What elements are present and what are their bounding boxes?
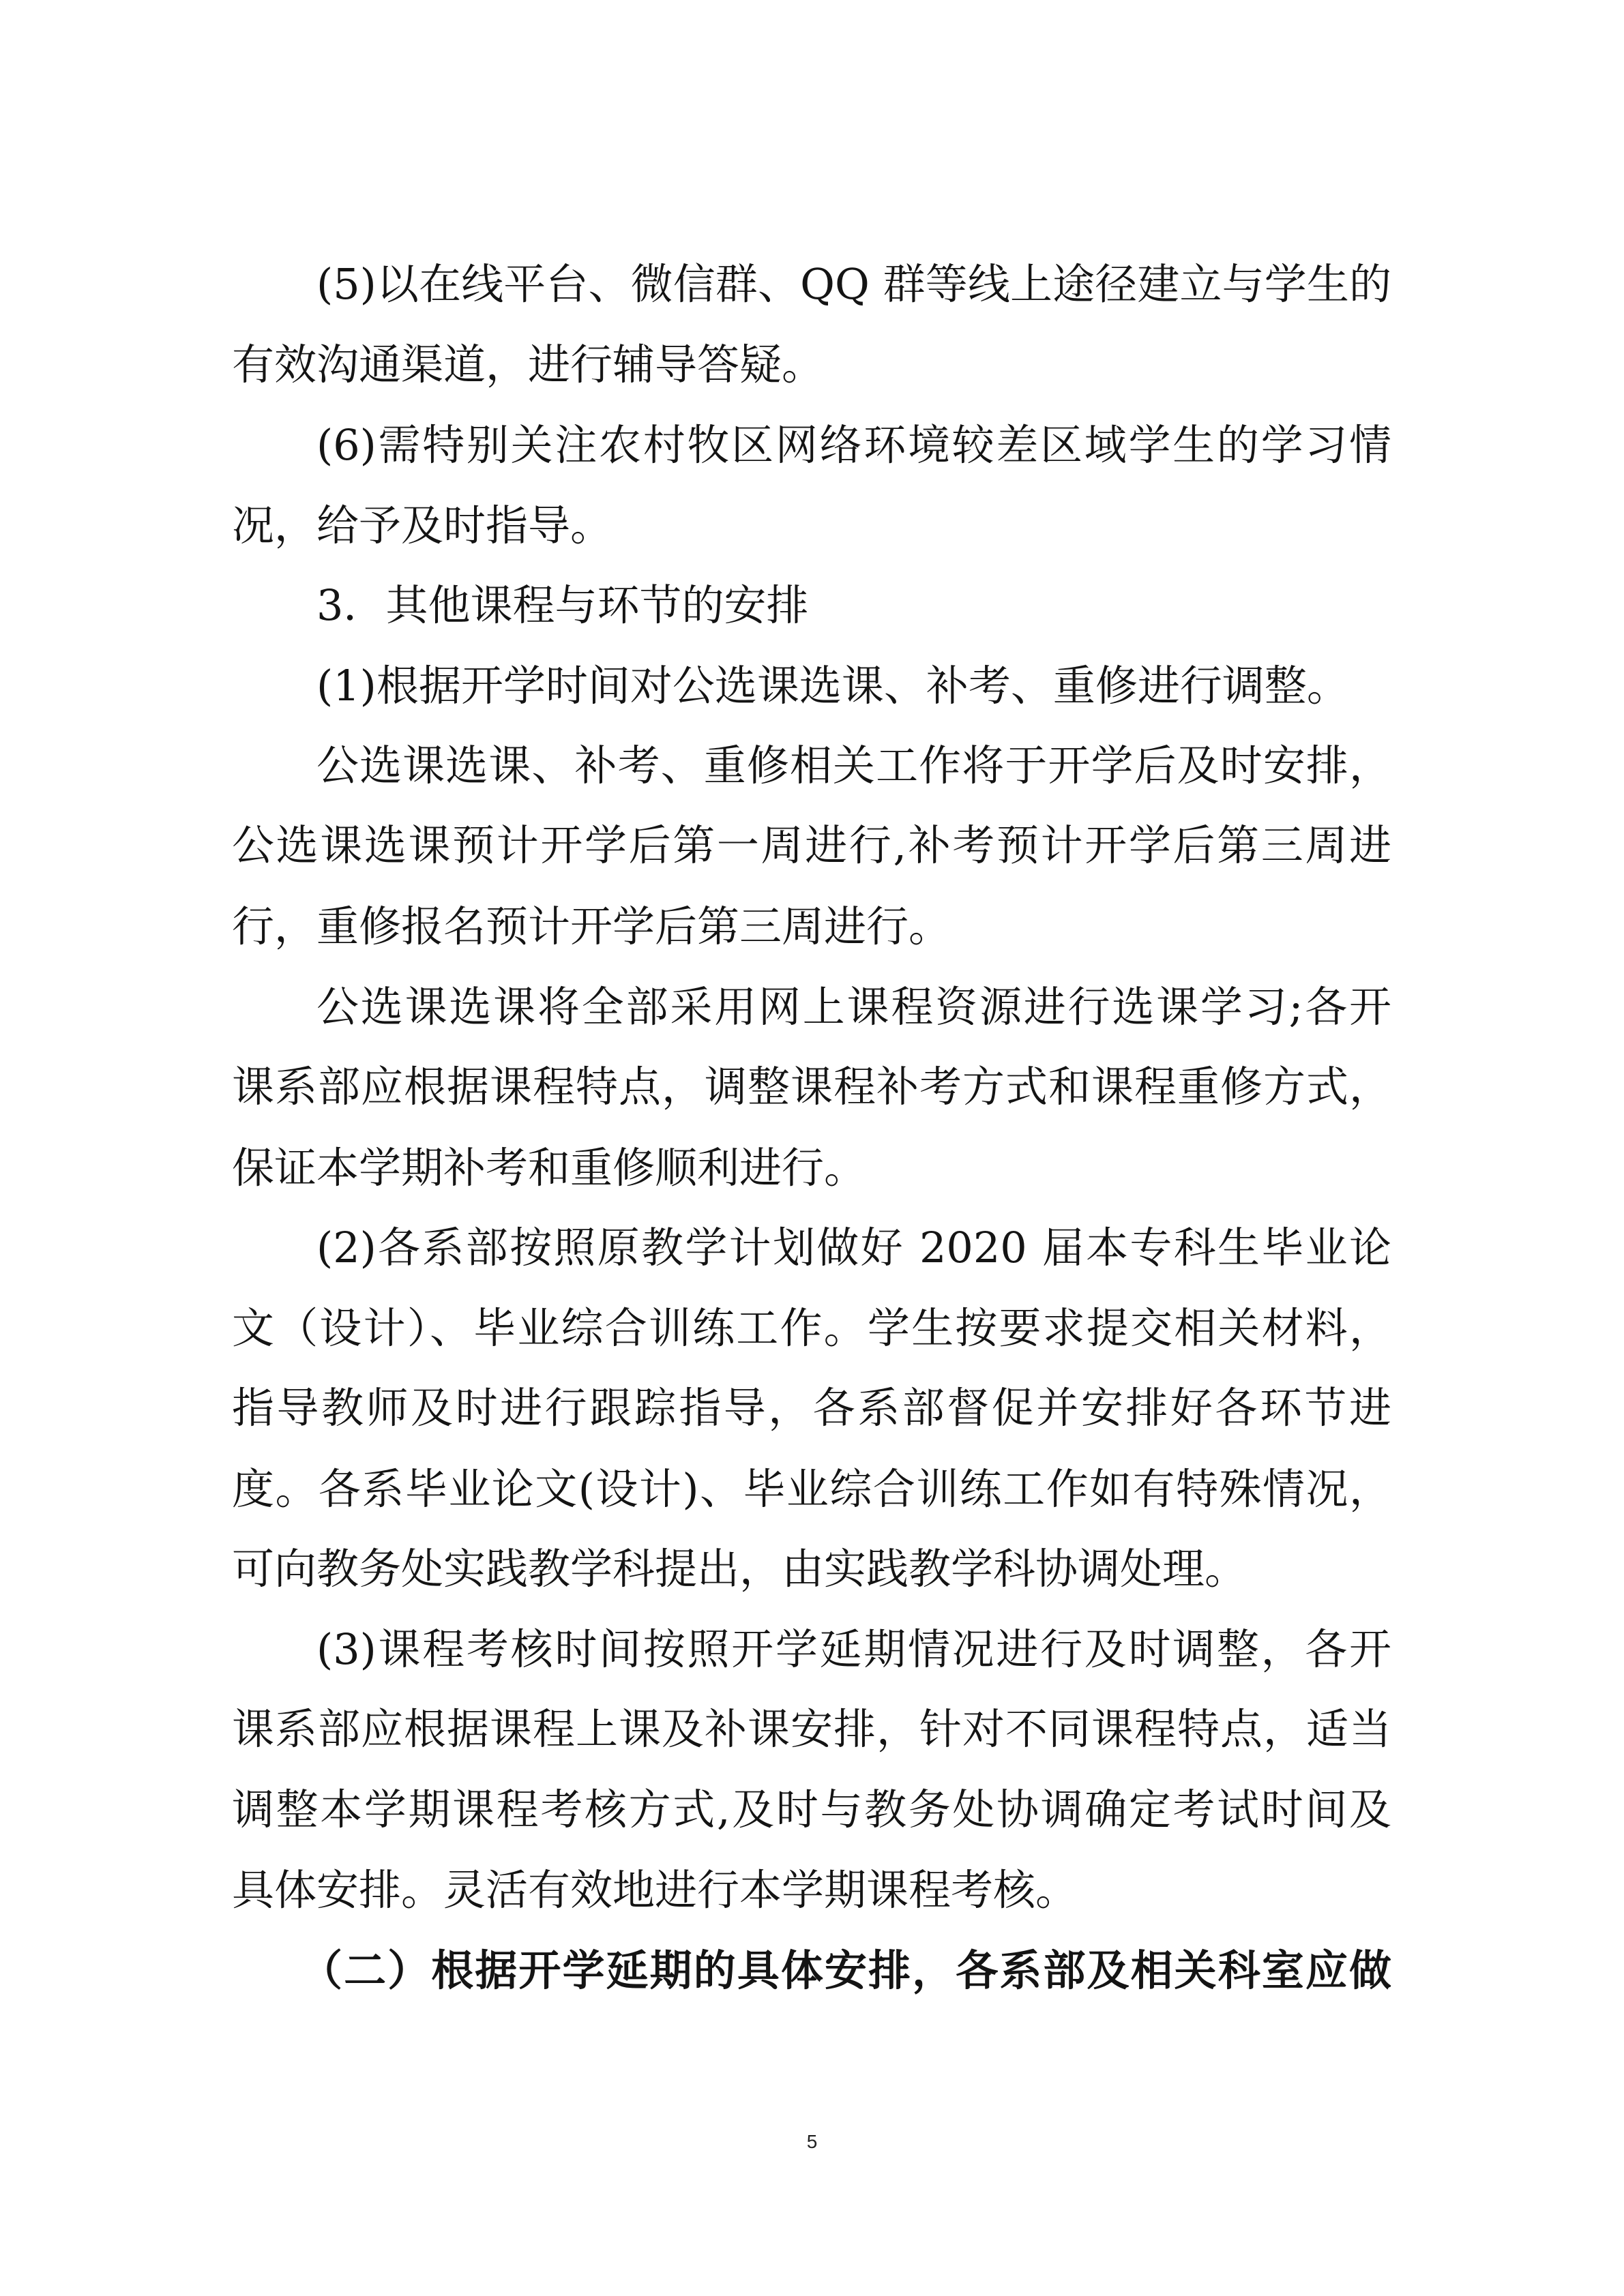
paragraph-line: 有效沟通渠道，进行辅导答疑。	[232, 340, 825, 389]
paragraph-line: 公选课选课将全部采用网上课程资源进行选课学习;各开	[316, 982, 1391, 1032]
paragraph-line: 可向教务处实践教学科提出，由实践教学科协调处理。	[232, 1544, 1247, 1594]
paragraph-line: 行，重修报名预计开学后第三周进行。	[232, 901, 951, 951]
paragraph-line: (1)根据开学时间对公选课选课、补考、重修进行调整。	[316, 661, 1349, 711]
paragraph-line: (5)以在线平台、微信群、QQ 群等线上途径建立与学生的	[316, 259, 1391, 309]
paragraph-line: 调整本学期课程考核方式,及时与教务处协调确定考试时间及	[232, 1785, 1391, 1834]
paragraph-line: (3)课程考核时间按照开学延期情况进行及时调整，各开	[316, 1624, 1391, 1674]
page-number: 5	[806, 2131, 818, 2152]
paragraph-line: 况，给予及时指导。	[232, 501, 613, 550]
paragraph-line: (6)需特别关注农村牧区网络环境较差区域学生的学习情	[316, 420, 1391, 470]
section-heading: 3．其他课程与环节的安排	[316, 580, 809, 630]
paragraph-line: 度。各系毕业论文(设计)、毕业综合训练工作如有特殊情况，	[232, 1464, 1391, 1514]
paragraph-line: 课系部应根据课程特点，调整课程补考方式和课程重修方式，	[232, 1062, 1391, 1112]
paragraph-line: 具体安排。灵活有效地进行本学期课程考核。	[232, 1865, 1078, 1915]
paragraph-line: 保证本学期补考和重修顺利进行。	[232, 1143, 867, 1193]
paragraph-line: (2)各系部按照原教学计划做好 2020 届本专科生毕业论	[316, 1223, 1391, 1272]
paragraph-line: 文（设计）、毕业综合训练工作。学生按要求提交相关材料，	[232, 1303, 1391, 1353]
section-heading: （二）根据开学延期的具体安排，各系部及相关科室应做	[300, 1945, 1391, 1995]
paragraph-line: 课系部应根据课程上课及补课安排，针对不同课程特点，适当	[232, 1704, 1391, 1754]
paragraph-line: 指导教师及时进行跟踪指导，各系部督促并安排好各环节进	[232, 1383, 1391, 1433]
paragraph-line: 公选课选课、补考、重修相关工作将于开学后及时安排，	[316, 741, 1391, 790]
paragraph-line: 公选课选课预计开学后第一周进行,补考预计开学后第三周进	[232, 820, 1391, 870]
